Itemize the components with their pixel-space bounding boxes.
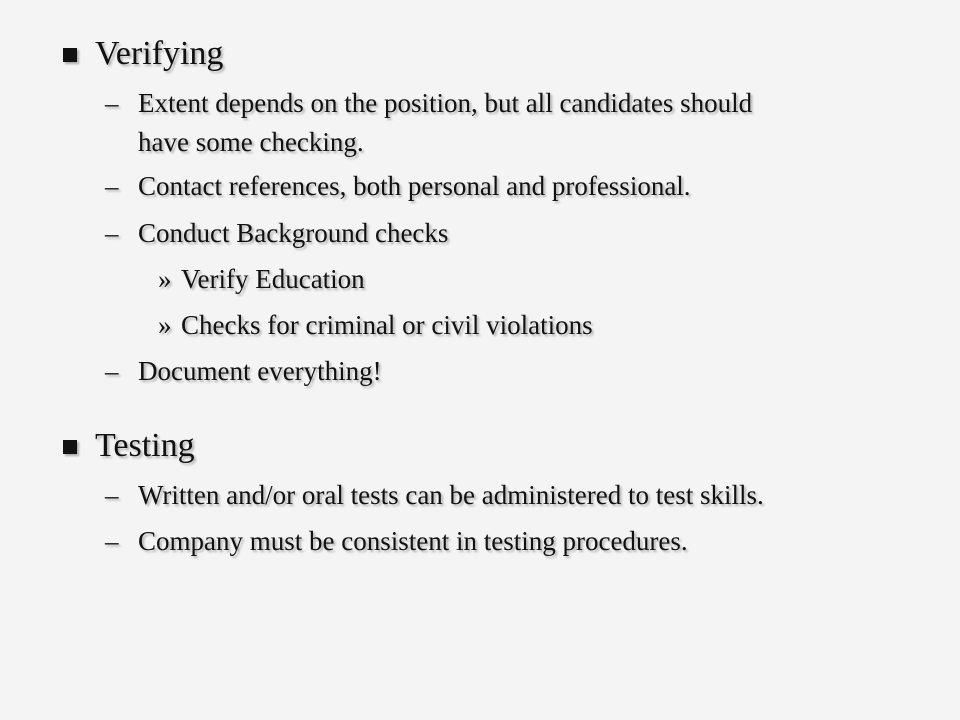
dash-bullet: – xyxy=(105,356,119,386)
sub-bullet-text: Verify Education xyxy=(181,264,365,294)
square-bullet-icon xyxy=(63,48,77,62)
raquo-bullet: » xyxy=(158,310,172,340)
bullet-text: Extent depends on the position, but all candidates should xyxy=(138,88,753,118)
bullet-text: Contact references, both personal and professional. xyxy=(138,171,691,201)
bullet-text: Conduct Background checks xyxy=(138,218,449,248)
square-bullet-icon xyxy=(63,440,77,454)
section-heading-testing: Testing xyxy=(95,427,195,464)
bullet-text: Company must be consistent in testing procedures. xyxy=(138,526,688,556)
bullet-text: Written and/or oral tests can be administered to test skills. xyxy=(138,480,764,510)
raquo-bullet: » xyxy=(158,264,172,294)
dash-bullet: – xyxy=(105,218,119,248)
dash-bullet: – xyxy=(105,88,119,118)
bullet-text-continuation: have some checking. xyxy=(138,127,364,157)
dash-bullet: – xyxy=(105,480,119,510)
dash-bullet: – xyxy=(105,171,119,201)
dash-bullet: – xyxy=(105,526,119,556)
sub-bullet-text: Checks for criminal or civil violations xyxy=(181,310,593,340)
section-heading-verifying: Verifying xyxy=(95,35,224,72)
bullet-text: Document everything! xyxy=(138,356,382,386)
